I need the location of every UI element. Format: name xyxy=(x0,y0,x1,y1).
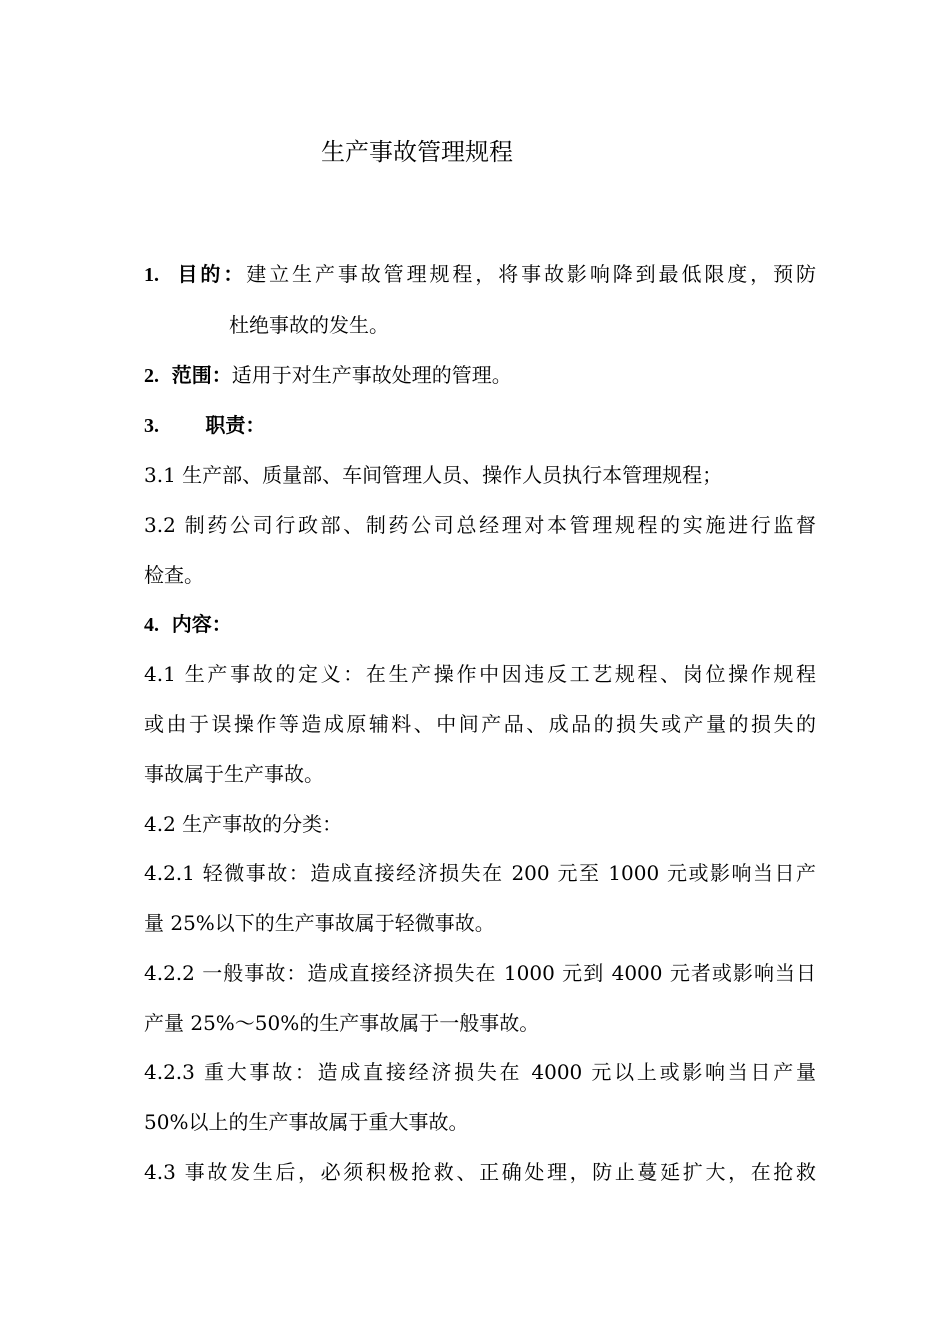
paragraph-4-1: 4.1 生产事故的定义：在生产操作中因违反工艺规程、岗位操作规程 xyxy=(144,662,816,686)
section-number: 4. xyxy=(144,614,159,636)
section-responsibilities xyxy=(144,411,265,440)
section-content xyxy=(144,610,232,639)
paragraph-4-2-1: 4.2.1 轻微事故：造成直接经济损失在 200 元至 1000 元或影响当日产 xyxy=(144,861,816,885)
section-number: 3. xyxy=(144,415,159,437)
section-number: 2. xyxy=(144,365,159,387)
section-number: 1. xyxy=(144,264,159,286)
section-text: 适用于对生产事故处理的管理。 xyxy=(231,363,512,387)
paragraph-4-2-1-continued: 量 25%以下的生产事故属于轻微事故。 xyxy=(144,911,495,935)
section-text: 建立生产事故管理规程，将事故影响降到最低限度，预防 xyxy=(246,262,816,286)
section-heading: 范围： xyxy=(171,363,232,387)
paragraph-4-2-3: 4.2.3 重大事故：造成直接经济损失在 4000 元以上或影响当日产量 xyxy=(144,1060,816,1084)
paragraph-3-1: 3.1 生产部、质量部、车间管理人员、操作人员执行本管理规程； xyxy=(144,463,723,487)
paragraph-4-2-2: 4.2.2 一般事故：造成直接经济损失在 1000 元到 4000 元者或影响当日 xyxy=(144,961,816,985)
section-heading: 职责： xyxy=(205,413,266,437)
section-scope xyxy=(144,361,512,390)
document-title: 生产事故管理规程 xyxy=(321,138,513,166)
paragraph-4-2: 4.2 生产事故的分类： xyxy=(144,812,343,836)
section-heading: 内容： xyxy=(171,612,232,636)
paragraph-4-1-line-3: 事故属于生产事故。 xyxy=(144,762,324,786)
paragraph-3-2: 3.2 制药公司行政部、制药公司总经理对本管理规程的实施进行监督 xyxy=(144,513,816,537)
paragraph-4-2-2-continued: 产量 25%～50%的生产事故属于一般事故。 xyxy=(144,1011,540,1035)
paragraph-4-1-line-2: 或由于误操作等造成原辅料、中间产品、成品的损失或产量的损失的 xyxy=(144,712,816,736)
paragraph-4-3: 4.3 事故发生后，必须积极抢救、正确处理，防止蔓延扩大，在抢救 xyxy=(144,1160,816,1184)
section-heading: 目的： xyxy=(177,262,247,286)
paragraph-3-2-continued: 检查。 xyxy=(144,563,204,587)
section-purpose xyxy=(144,260,816,289)
paragraph-4-2-3-continued: 50%以上的生产事故属于重大事故。 xyxy=(144,1110,469,1134)
section-purpose-continued: 杜绝事故的发生。 xyxy=(229,313,389,337)
